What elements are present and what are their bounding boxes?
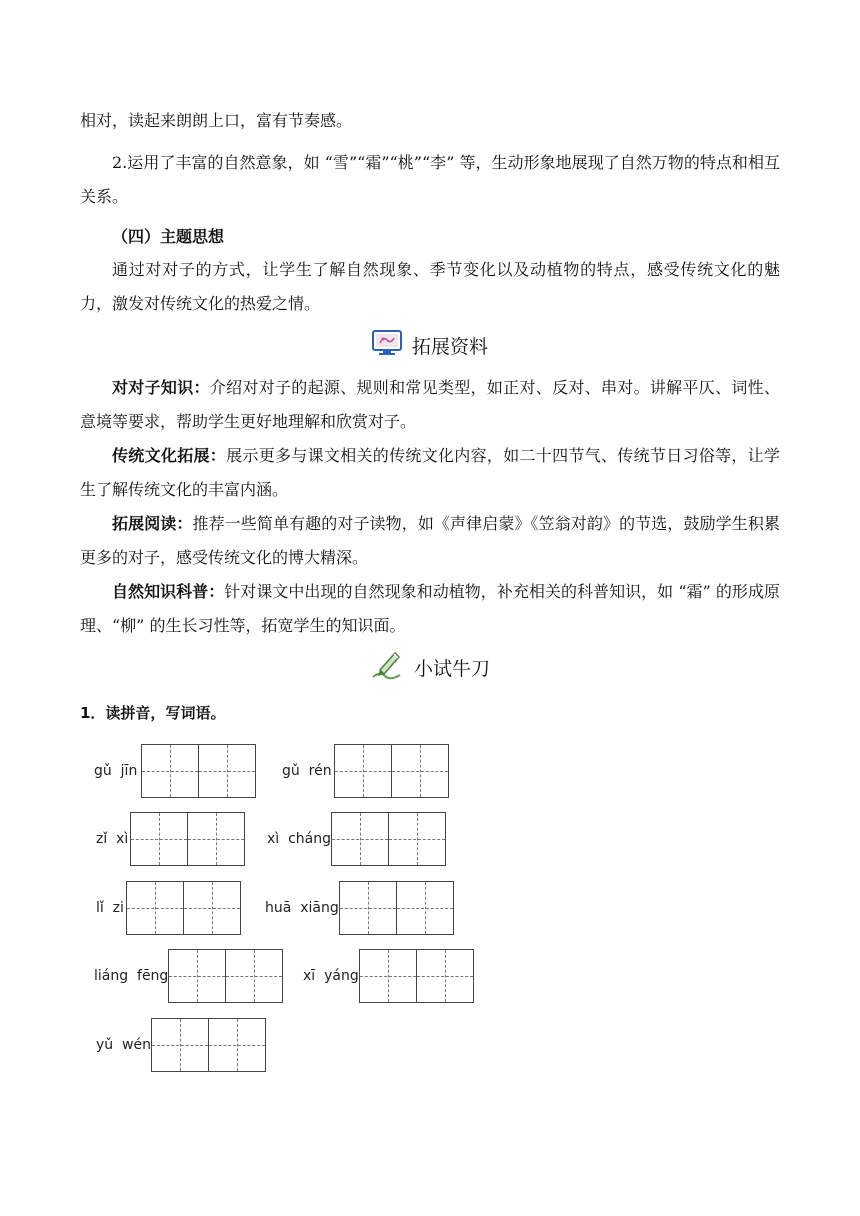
- paragraph-theme: 通过对对子的方式，让学生了解自然现象、季节变化以及动植物的特点，感受传统文化的魅力，激发对传统文化的热爱之情。: [80, 260, 780, 313]
- pinyin-label: yǔ wén: [96, 1037, 151, 1053]
- section-title-extend: [0, 328, 860, 362]
- extend-item-label: 传统文化拓展：: [112, 446, 227, 465]
- extend-item-label: 自然知识科普：: [112, 582, 225, 601]
- pinyin-label: gǔ rén: [282, 763, 332, 779]
- writing-cell[interactable]: [225, 950, 282, 1002]
- word-item: [94, 949, 283, 1003]
- writing-cell[interactable]: [416, 950, 473, 1002]
- extend-item: [80, 371, 780, 439]
- writing-cell[interactable]: [131, 813, 187, 865]
- pinyin-label: gǔ jīn: [94, 763, 138, 779]
- pinyin-label: xī yáng: [303, 968, 359, 984]
- writing-cell[interactable]: [152, 1019, 208, 1071]
- section-title-practice: [0, 650, 860, 684]
- section-title-extend-text: 拓展资料: [411, 335, 488, 358]
- writing-cell[interactable]: [198, 745, 255, 797]
- writing-grid[interactable]: [130, 812, 245, 866]
- writing-cell[interactable]: [388, 813, 445, 865]
- word-item: [267, 812, 446, 866]
- writing-cell[interactable]: [360, 950, 416, 1002]
- writing-grid[interactable]: [168, 949, 283, 1003]
- writing-cell[interactable]: [169, 950, 225, 1002]
- heading-theme: （四）主题思想: [112, 227, 225, 246]
- writing-grid[interactable]: [359, 949, 474, 1003]
- extend-item: [80, 575, 780, 643]
- extend-item-text: 介绍对对子的起源、规则和常见类型，如正对、反对、串对。讲解平仄、词性、意境等要求，帮助学生更好地理解和欣赏对子。: [80, 378, 780, 431]
- writing-grid[interactable]: [141, 744, 256, 798]
- extend-item-label: 拓展阅读：: [112, 514, 193, 533]
- writing-cell[interactable]: [340, 882, 396, 934]
- writing-cell[interactable]: [183, 882, 240, 934]
- extend-item-text: 展示更多与课文相关的传统文化内容，如二十四节气、传统节日习俗等，让学生了解传统文化的丰富内涵。: [80, 446, 780, 499]
- pinyin-label: zǐ xì: [96, 831, 129, 847]
- word-item: [282, 744, 449, 798]
- pen-writing-icon: [370, 648, 404, 687]
- writing-cell[interactable]: [127, 882, 183, 934]
- computer-screen-icon: [372, 330, 402, 361]
- pinyin-label: liáng fēng: [94, 968, 169, 984]
- extend-item: [80, 507, 780, 575]
- pinyin-label: lǐ zi: [96, 900, 124, 916]
- writing-cell[interactable]: [187, 813, 244, 865]
- question-1: 1．读拼音，写词语。: [80, 704, 226, 722]
- writing-cell[interactable]: [396, 882, 453, 934]
- writing-grid[interactable]: [334, 744, 449, 798]
- section-title-practice-text: 小试牛刀: [413, 657, 490, 680]
- word-item: [94, 744, 256, 798]
- paragraph-imagery: 2.运用了丰富的自然意象，如 “雪”“霜”“桃”“李” 等，生动形象地展现了自然万物的特点和相互关系。: [80, 153, 780, 206]
- extend-item-text: 针对课文中出现的自然现象和动植物，补充相关的科普知识，如 “霜” 的形成原理、“柳” 的生长习性等，拓宽学生的知识面。: [80, 582, 780, 635]
- paragraph-continuation: 相对，读起来朗朗上口，富有节奏感。: [80, 111, 353, 130]
- writing-cell[interactable]: [142, 745, 198, 797]
- extend-item-text: 推荐一些简单有趣的对子读物，如《声律启蒙》《笠翁对韵》的节选，鼓励学生积累更多的对子，感受传统文化的博大精深。: [80, 514, 780, 567]
- word-item: [96, 1018, 266, 1072]
- extend-item: [80, 439, 780, 507]
- writing-cell[interactable]: [391, 745, 448, 797]
- word-item: [96, 881, 241, 935]
- writing-cell[interactable]: [335, 745, 391, 797]
- word-item: [96, 812, 245, 866]
- word-item: [265, 881, 454, 935]
- writing-grid[interactable]: [339, 881, 454, 935]
- writing-cell[interactable]: [208, 1019, 265, 1071]
- writing-cell[interactable]: [332, 813, 388, 865]
- pinyin-label: xì cháng: [267, 831, 331, 847]
- writing-grid[interactable]: [126, 881, 241, 935]
- writing-grid[interactable]: [331, 812, 446, 866]
- word-item: [303, 949, 474, 1003]
- writing-grid[interactable]: [151, 1018, 266, 1072]
- pinyin-label: huā xiāng: [265, 900, 339, 916]
- extend-item-label: 对对子知识：: [112, 378, 210, 397]
